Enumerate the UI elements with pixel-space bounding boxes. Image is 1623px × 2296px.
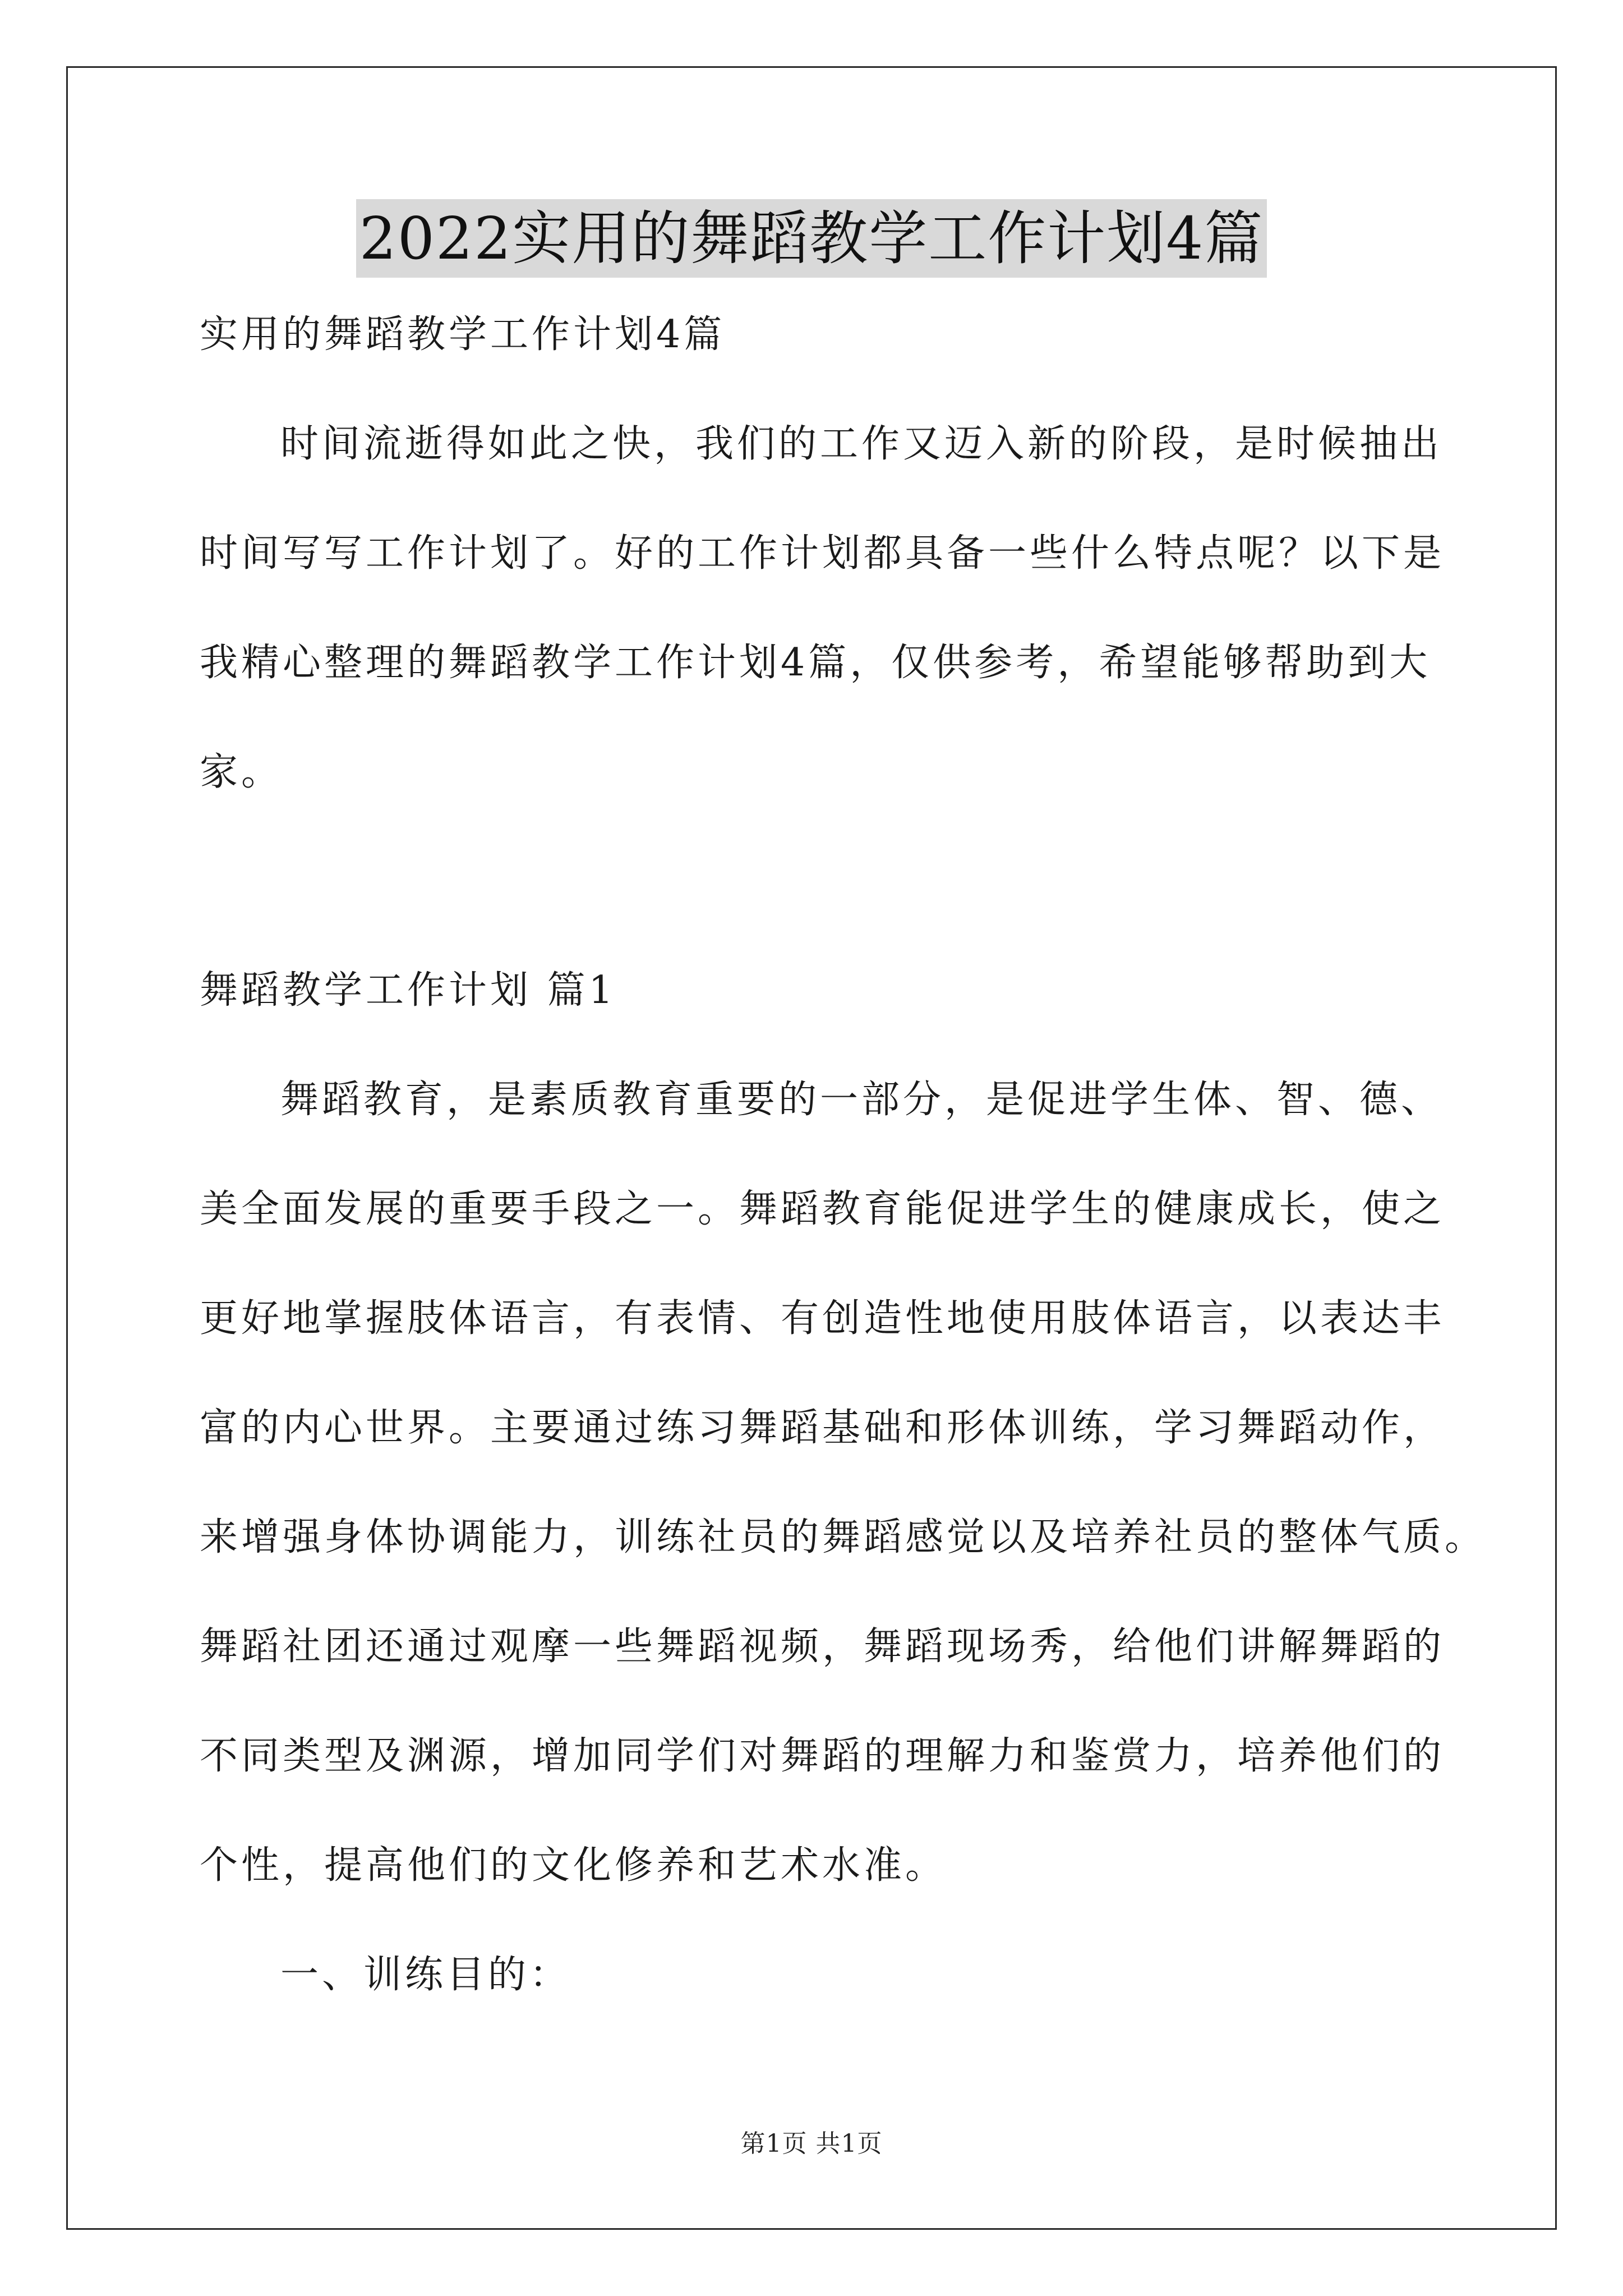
title-container	[0, 199, 1623, 278]
document-title: 2022实用的舞蹈教学工作计划4篇	[356, 199, 1267, 278]
intro-line: 我精心整理的舞蹈教学工作计划4篇，仅供参考，希望能够帮助到大	[200, 641, 1431, 685]
section-line: 不同类型及渊源，增加同学们对舞蹈的理解力和鉴赏力，培养他们的	[200, 1734, 1445, 1778]
subheading-training-purpose: 一、训练目的：	[280, 1953, 571, 1997]
intro-line: 时间流逝得如此之快，我们的工作又迈入新的阶段，是时候抽出	[280, 422, 1443, 466]
document-subtitle: 实用的舞蹈教学工作计划4篇	[200, 312, 726, 357]
page-footer	[0, 2127, 1623, 2161]
section-line: 美全面发展的重要手段之一。舞蹈教育能促进学生的健康成长，使之	[200, 1187, 1445, 1231]
section-line: 富的内心世界。主要通过练习舞蹈基础和形体训练，学习舞蹈动作，	[200, 1406, 1445, 1450]
section-line: 个性，提高他们的文化修养和艺术水准。	[200, 1843, 947, 1888]
intro-line: 家。	[200, 750, 283, 794]
section-line: 舞蹈社团还通过观摩一些舞蹈视频，舞蹈现场秀，给他们讲解舞蹈的	[200, 1625, 1445, 1669]
section-line: 更好地掌握肢体语言，有表情、有创造性地使用肢体语言，以表达丰	[200, 1296, 1445, 1341]
document-body	[200, 307, 1487, 2002]
intro-line: 时间写写工作计划了。好的工作计划都具备一些什么特点呢？以下是	[200, 531, 1445, 576]
section-line: 舞蹈教育，是素质教育重要的一部分，是促进学生体、智、德、	[280, 1078, 1443, 1122]
section-heading: 舞蹈教学工作计划 篇1	[200, 968, 616, 1013]
section-line: 来增强身体协调能力，训练社员的舞蹈感觉以及培养社员的整体气质。	[200, 1515, 1487, 1559]
page-number: 第1页 共1页	[740, 2129, 883, 2158]
